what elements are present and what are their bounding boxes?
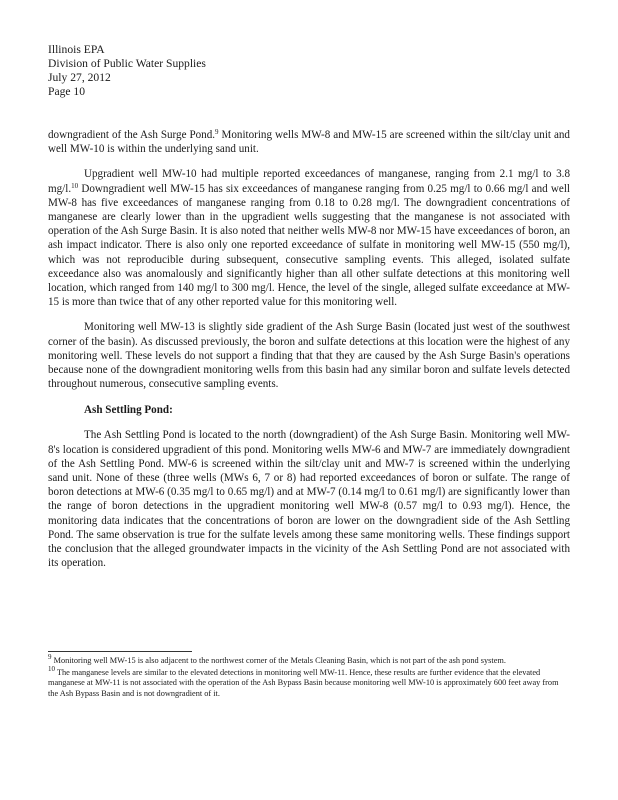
footnotes [48, 653, 570, 700]
header-date: July 27, 2012 [48, 71, 111, 84]
footnote-9-text: Monitoring well MW-15 is also adjacent to the northwest corner of the Metals Cleaning Basin, which is not part of the ash pond system. [51, 656, 506, 665]
paragraph-4: The Ash Settling Pond is located to the north (downgradient) of the Ash Surge Basin. Monitoring well MW-8's location is considered upgradient of this pond. Monitoring wells MW-6 and MW-7 are immediately downgradient of the Ash Settling Pond. MW-6 is screened within the silt/clay unit and MW-7 is screened within the underlying sand unit. None of these (three wells (MWs 6, 7 or 8) had reported exceedances of boron or sulfate. The range of boron detections at MW-6 (0.35 mg/l to 0.65 mg/l) and at MW-7 (0.14 mg/l to 0.61 mg/l) are significantly lower than the range of boron detections in the upgradient monitoring well MW-8 (0.57 mg/l to 0.93 mg/l). Hence, the monitoring data indicates that the concentrations of boron are lower on the downgradient side of the Ash Settling Pond. The same observation is true for the sulfate levels among these same monitoring wells. These findings support the conclusion that the alleged groundwater impacts in the vicinity of the Ash Settling Pond are not associated with its operation. [48, 429, 570, 570]
section-heading-ash-settling-pond: Ash Settling Pond: [84, 404, 173, 417]
footnote-9-number: 9 [48, 653, 52, 661]
paragraph-2-rest: Downgradient well MW-15 has six exceedances of manganese ranging from 0.25 mg/l to 0.66 mg/l and well MW-8 has five exceedances of manganese ranging from 0.18 to 0.28 mg/l. The downgradient concentrations of manganese are clearly lower than in the upgradient wells suggesting that the manganese is not associated with operation of the Ash Surge Basin. It is also noted that neither wells MW-8 nor MW-15 have exceedances of boron, an ash impact indicator. There is also only one reported exceedance of sulfate in monitoring well MW-15 (550 mg/l), which was not reproducible during subsequent, consecutive sampling events. This alleged, isolated sulfate exceedance also was anomalously and significantly higher than all other sulfate detections at this monitoring well location, which ranged from 140 mg/l to 300 mg/l. Hence, the level of the single, alleged sulfate exceedance at MW-15 is more than twice that of any other reported value for this monitoring well. [48, 182, 570, 309]
paragraph-3: Monitoring well MW-13 is slightly side gradient of the Ash Surge Basin (located just west of the southwest corner of the basin). As discussed previously, the boron and sulfate detections at this location were the highest of any monitoring well. These levels do not support a finding that that they are caused by the Ash Surge Basin's operations because none of the downgradient monitoring wells from this basin had any similar boron and sulfate levels detected throughout numerous, consecutive sampling events. [48, 321, 570, 391]
paragraph-1 [48, 128, 570, 156]
paragraph-1-text: downgradient of the Ash Surge Pond. [48, 129, 216, 141]
footnote-10-number: 10 [48, 664, 55, 673]
footnote-divider [48, 651, 192, 652]
paragraph-1-rest: Monitoring wells MW-8 and MW-15 are screened within the silt/clay unit and well MW-10 is within the underlying sand unit. [48, 129, 570, 156]
document-body [48, 128, 570, 570]
letter-header [48, 43, 206, 99]
paragraph-2-text: Upgradient well MW-10 had multiple reported exceedances of manganese, ranging from 2.1 mg/l to 3.8 mg/l. [48, 168, 570, 195]
footnote-ref-10[interactable]: 10 [71, 181, 79, 190]
header-division: Division of Public Water Supplies [48, 57, 206, 70]
footnote-9 [48, 653, 570, 667]
paragraph-2 [48, 167, 570, 309]
footnote-10 [48, 664, 570, 700]
header-agency: Illinois EPA [48, 43, 105, 56]
header-page-number: Page 10 [48, 85, 86, 98]
footnote-10-text: The manganese levels are similar to the elevated detections in monitoring well MW-11. Hence, these results are further evidence that the elevated manganese at MW-11 is not associated with the operation of the Ash Bypass Basin because monitoring well MW-10 is approximately 600 feet away from the Ash Bypass Basin and is not downgradient of it. [48, 667, 559, 698]
footnote-ref-9[interactable]: 9 [215, 128, 219, 136]
